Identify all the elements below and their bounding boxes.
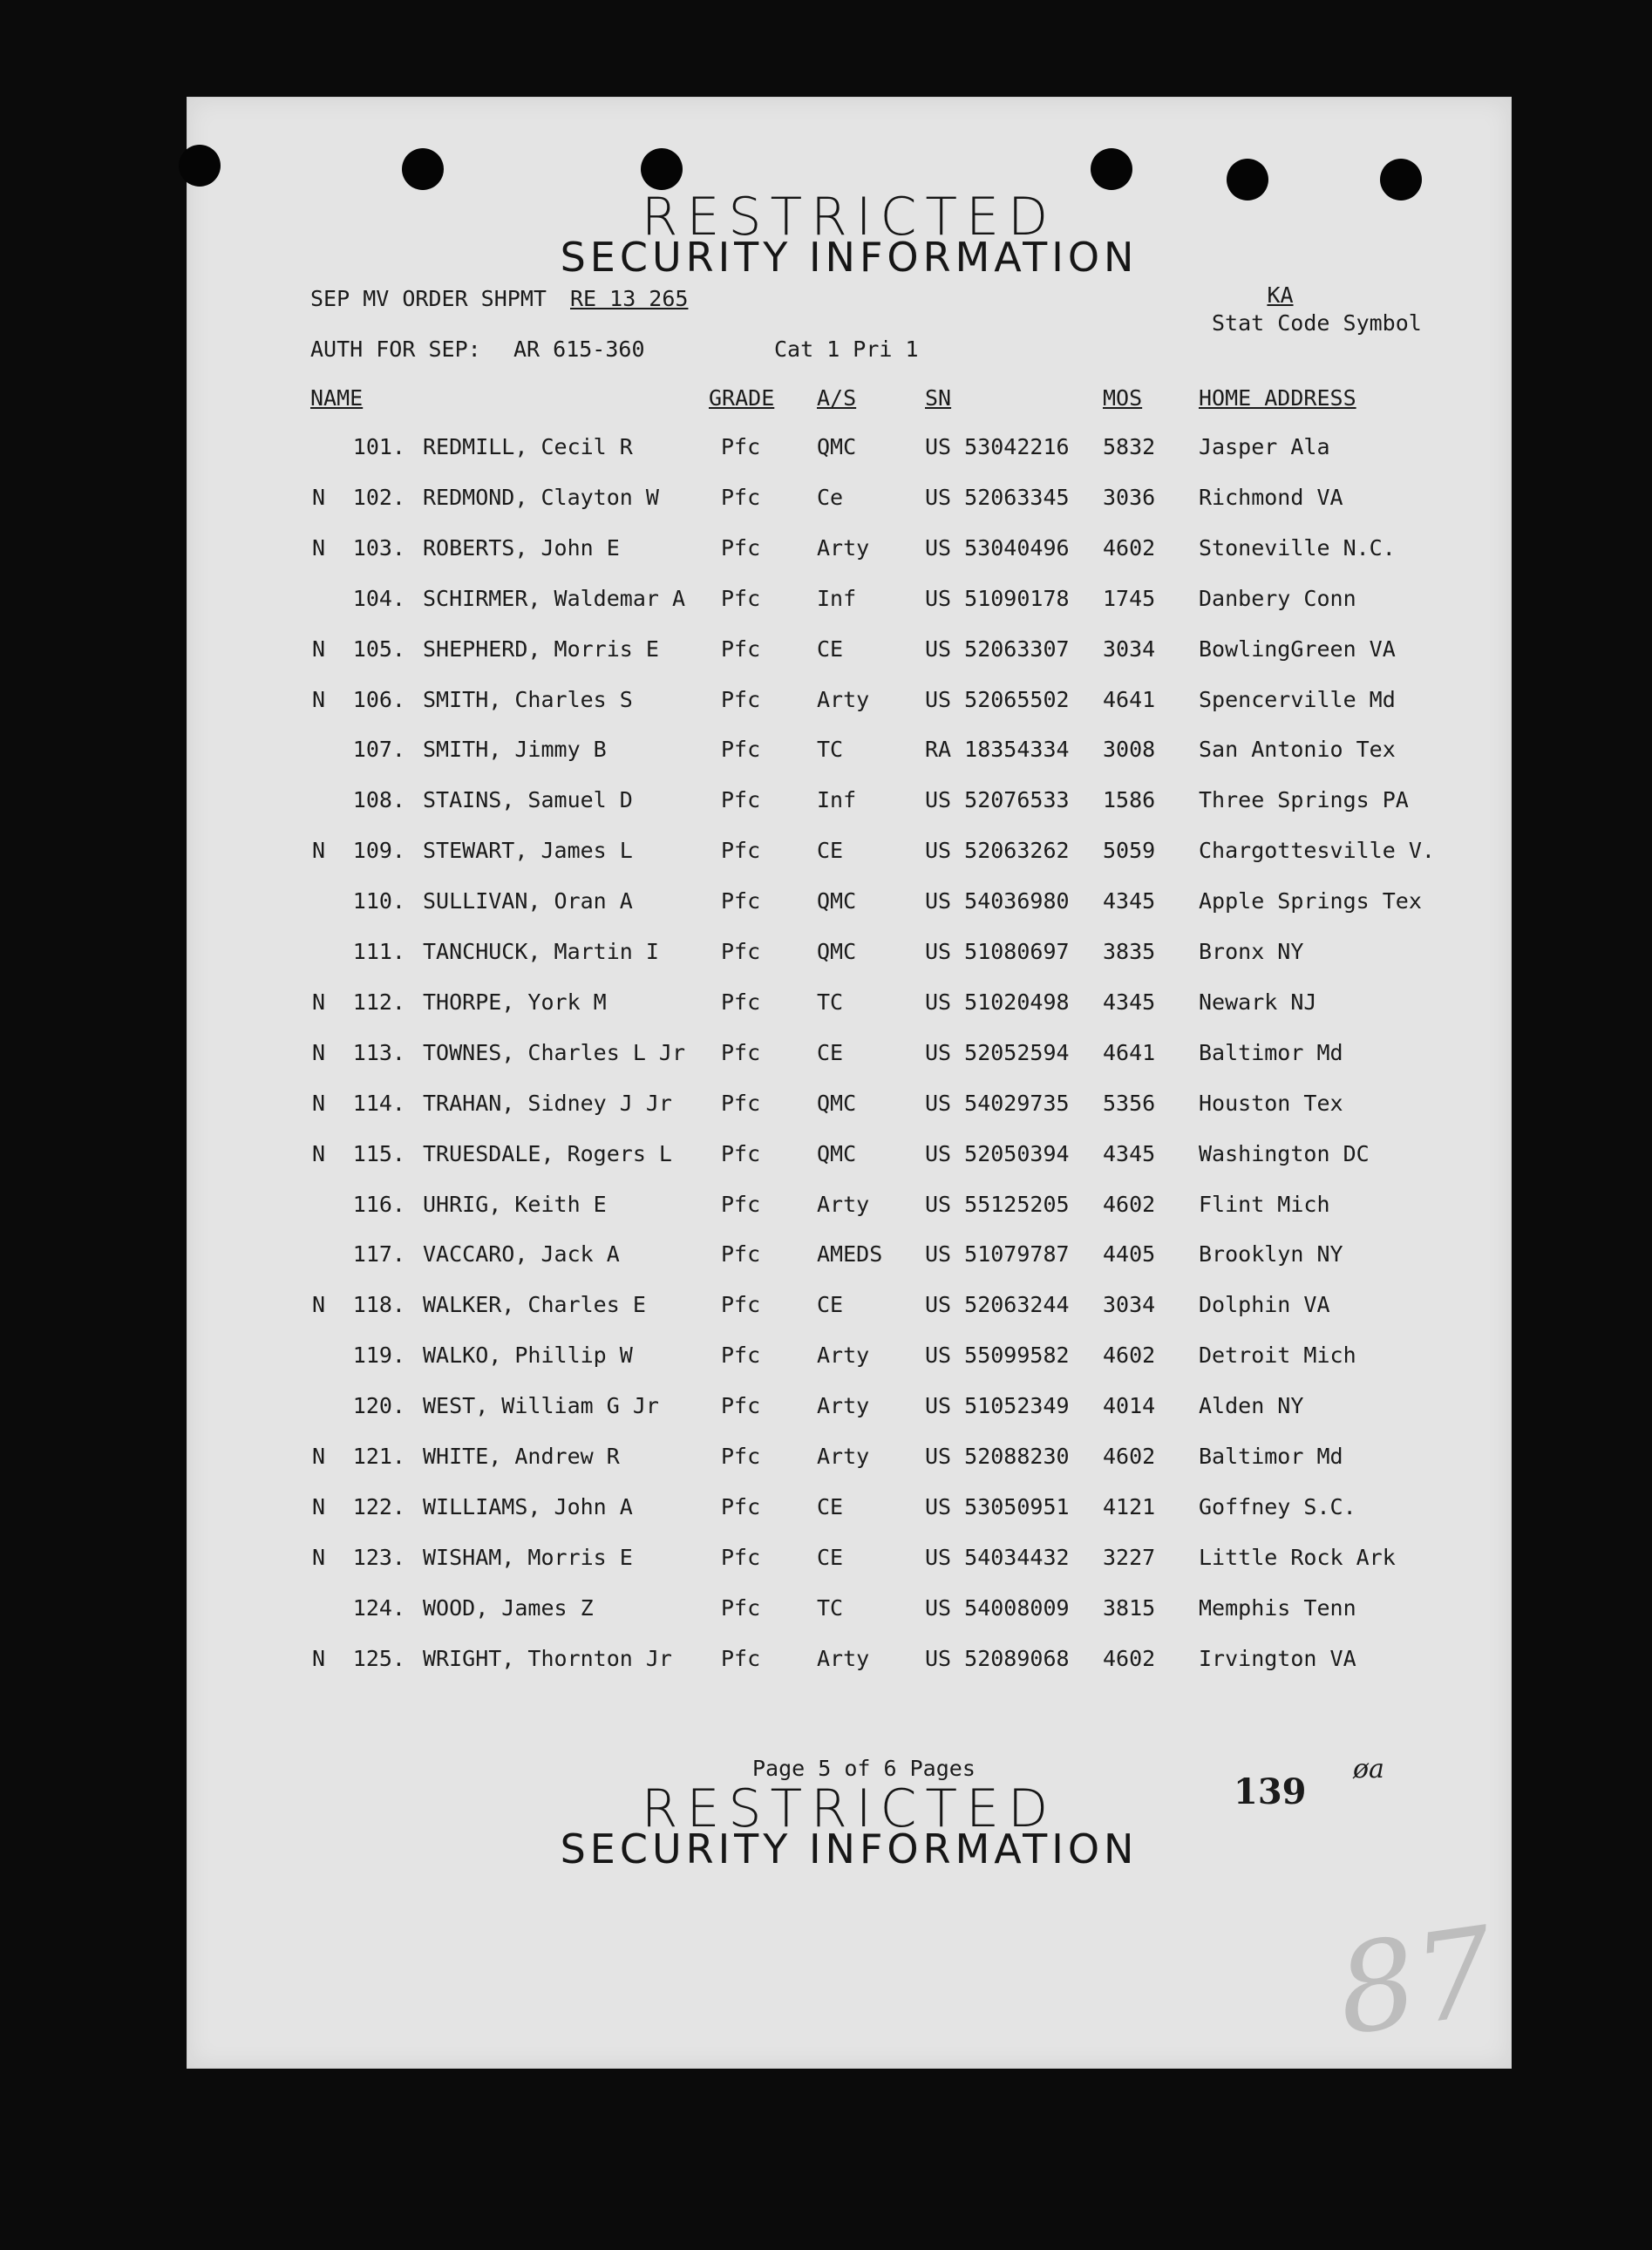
row-serial-number: US 52050394 [925, 1140, 1070, 1166]
row-serial-number: US 52052594 [925, 1039, 1070, 1065]
table-row [187, 1444, 1511, 1478]
row-number: 124. [352, 1594, 405, 1621]
row-mos: 3227 [1103, 1544, 1156, 1570]
row-name: VACCARO, Jack A [423, 1241, 620, 1268]
column-header-name: NAME [310, 385, 364, 411]
row-grade: Pfc [721, 939, 761, 964]
row-name: WEST, William G Jr [423, 1393, 659, 1419]
row-grade: Pfc [721, 585, 761, 611]
table-row [187, 1292, 1511, 1327]
row-mos: 3835 [1103, 939, 1156, 964]
row-name: WALKER, Charles E [423, 1292, 646, 1318]
row-home-address: BowlingGreen VA [1199, 636, 1396, 662]
row-arm-service: Ce [817, 484, 844, 510]
row-grade: Pfc [721, 1039, 761, 1065]
row-serial-number: US 52076533 [925, 787, 1070, 813]
row-arm-service: CE [817, 1039, 844, 1065]
page-label: Page 5 of 6 Pages [752, 1756, 976, 1781]
security-information-stamp-top: SECURITY INFORMATION [560, 234, 1139, 281]
row-mos: 5059 [1103, 838, 1156, 864]
row-grade: Pfc [721, 838, 761, 864]
row-name: SULLIVAN, Oran A [423, 888, 633, 914]
table-row [187, 1393, 1511, 1428]
row-mos: 4345 [1103, 888, 1156, 914]
row-grade: Pfc [721, 787, 761, 813]
restricted-stamp-bottom: RESTRICTED [641, 1778, 1057, 1839]
row-serial-number: US 54029735 [925, 1090, 1070, 1116]
row-home-address: Stoneville N.C. [1199, 534, 1396, 561]
row-mos: 4345 [1103, 1140, 1156, 1166]
row-serial-number: US 51090178 [925, 585, 1070, 611]
row-grade: Pfc [721, 1544, 761, 1570]
auth-value: AR 615-360 [513, 336, 645, 362]
stat-code: KA [1267, 282, 1294, 308]
row-name: TANCHUCK, Martin I [423, 939, 659, 964]
table-row [187, 888, 1511, 923]
row-serial-number: US 54036980 [925, 888, 1070, 914]
row-serial-number: US 52063244 [925, 1292, 1070, 1318]
row-home-address: San Antonio Tex [1199, 737, 1396, 763]
row-number: 106. [352, 686, 405, 712]
row-name: SMITH, Charles S [423, 686, 633, 712]
row-number: 107. [352, 737, 405, 763]
row-grade: Pfc [721, 1191, 761, 1217]
row-grade: Pfc [721, 636, 761, 662]
row-name: WALKO, Phillip W [423, 1343, 633, 1369]
row-serial-number: US 53042216 [925, 434, 1070, 459]
row-number: 105. [352, 636, 405, 662]
row-arm-service: TC [817, 989, 844, 1015]
row-arm-service: Arty [817, 534, 870, 561]
row-number: 109. [352, 838, 405, 864]
row-name: TOWNES, Charles L Jr [423, 1039, 686, 1065]
row-arm-service: CE [817, 636, 844, 662]
column-header-as: A/S [817, 385, 857, 411]
row-arm-service: QMC [817, 888, 857, 914]
row-serial-number: US 53050951 [925, 1493, 1070, 1519]
row-name: WHITE, Andrew R [423, 1444, 620, 1469]
initials: øa [1353, 1754, 1384, 1784]
row-number: 122. [352, 1493, 405, 1519]
table-row [187, 1494, 1511, 1529]
column-header-grade: GRADE [709, 385, 775, 411]
row-mos: 3815 [1103, 1594, 1156, 1621]
row-home-address: Memphis Tenn [1199, 1594, 1356, 1621]
row-flag: N [312, 1544, 326, 1570]
row-home-address: Little Rock Ark [1199, 1544, 1396, 1570]
row-flag: N [312, 686, 326, 712]
column-header-mos: MOS [1103, 385, 1143, 411]
row-name: REDMOND, Clayton W [423, 484, 659, 510]
row-serial-number: US 55099582 [925, 1343, 1070, 1369]
table-row [187, 687, 1511, 722]
row-serial-number: US 52088230 [925, 1444, 1070, 1469]
row-serial-number: US 51079787 [925, 1241, 1070, 1268]
category: Cat 1 Pri 1 [774, 336, 919, 362]
row-arm-service: QMC [817, 939, 857, 964]
row-flag: N [312, 1645, 326, 1671]
row-name: WILLIAMS, John A [423, 1493, 633, 1519]
row-mos: 3036 [1103, 484, 1156, 510]
row-flag: N [312, 989, 326, 1015]
row-number: 101. [352, 434, 405, 459]
row-flag: N [312, 1444, 326, 1469]
row-arm-service: Arty [817, 1444, 870, 1469]
row-mos: 3034 [1103, 1292, 1156, 1318]
row-mos: 5832 [1103, 434, 1156, 459]
row-mos: 4602 [1103, 534, 1156, 561]
row-arm-service: Inf [817, 787, 857, 813]
row-name: STEWART, James L [423, 838, 633, 864]
table-row [187, 1192, 1511, 1227]
row-mos: 4602 [1103, 1444, 1156, 1469]
page-number: 139 [1234, 1771, 1307, 1812]
table-row [187, 434, 1511, 469]
row-grade: Pfc [721, 989, 761, 1015]
table-row [187, 1545, 1511, 1580]
row-grade: Pfc [721, 888, 761, 914]
row-home-address: Three Springs PA [1199, 787, 1409, 813]
row-home-address: Newark NJ [1199, 989, 1317, 1015]
row-flag: N [312, 1292, 326, 1318]
punch-hole [402, 148, 444, 190]
row-arm-service: CE [817, 1544, 844, 1570]
row-serial-number: US 51020498 [925, 989, 1070, 1015]
table-row [187, 939, 1511, 974]
row-name: THORPE, York M [423, 989, 607, 1015]
row-mos: 4641 [1103, 1039, 1156, 1065]
row-name: ROBERTS, John E [423, 534, 620, 561]
row-arm-service: CE [817, 1292, 844, 1318]
row-grade: Pfc [721, 1292, 761, 1318]
row-mos: 3034 [1103, 636, 1156, 662]
row-name: UHRIG, Keith E [423, 1191, 607, 1217]
restricted-stamp-top: RESTRICTED [641, 187, 1057, 248]
row-name: TRUESDALE, Rogers L [423, 1140, 672, 1166]
row-grade: Pfc [721, 1241, 761, 1268]
row-number: 104. [352, 585, 405, 611]
row-grade: Pfc [721, 1493, 761, 1519]
row-arm-service: AMEDS [817, 1241, 883, 1268]
row-serial-number: US 51052349 [925, 1393, 1070, 1419]
row-mos: 1745 [1103, 585, 1156, 611]
row-arm-service: Arty [817, 686, 870, 712]
row-grade: Pfc [721, 1343, 761, 1369]
row-serial-number: US 52063307 [925, 636, 1070, 662]
row-serial-number: US 51080697 [925, 939, 1070, 964]
row-serial-number: US 53040496 [925, 534, 1070, 561]
row-number: 121. [352, 1444, 405, 1469]
row-mos: 4405 [1103, 1241, 1156, 1268]
row-serial-number: RA 18354334 [925, 737, 1070, 763]
row-number: 112. [352, 989, 405, 1015]
row-home-address: Jasper Ala [1199, 434, 1330, 459]
row-number: 103. [352, 534, 405, 561]
row-home-address: Danbery Conn [1199, 585, 1356, 611]
row-arm-service: Arty [817, 1343, 870, 1369]
table-row [187, 1091, 1511, 1125]
row-arm-service: CE [817, 838, 844, 864]
handwritten-number: 87 [1329, 1900, 1503, 2063]
table-row [187, 1241, 1511, 1276]
row-name: WISHAM, Morris E [423, 1544, 633, 1570]
row-mos: 4121 [1103, 1493, 1156, 1519]
row-flag: N [312, 1493, 326, 1519]
row-number: 113. [352, 1039, 405, 1065]
table-row [187, 1595, 1511, 1630]
row-number: 111. [352, 939, 405, 964]
row-home-address: Spencerville Md [1199, 686, 1396, 712]
row-arm-service: QMC [817, 434, 857, 459]
row-number: 125. [352, 1645, 405, 1671]
document-page [187, 97, 1512, 2069]
row-home-address: Alden NY [1199, 1393, 1304, 1419]
row-grade: Pfc [721, 534, 761, 561]
table-row [187, 737, 1511, 772]
table-row [187, 636, 1511, 671]
column-header-address: HOME ADDRESS [1199, 385, 1356, 411]
row-grade: Pfc [721, 1090, 761, 1116]
row-home-address: Goffney S.C. [1199, 1493, 1356, 1519]
row-name: WRIGHT, Thornton Jr [423, 1645, 672, 1671]
row-number: 108. [352, 787, 405, 813]
row-arm-service: Arty [817, 1393, 870, 1419]
row-flag: N [312, 534, 326, 561]
row-mos: 4602 [1103, 1343, 1156, 1369]
row-home-address: Flint Mich [1199, 1191, 1330, 1217]
order-number: RE 13 265 [570, 286, 689, 311]
row-arm-service: Arty [817, 1645, 870, 1671]
row-name: TRAHAN, Sidney J Jr [423, 1090, 672, 1116]
row-grade: Pfc [721, 1594, 761, 1621]
row-arm-service: TC [817, 737, 844, 763]
row-number: 119. [352, 1343, 405, 1369]
row-arm-service: CE [817, 1493, 844, 1519]
row-name: STAINS, Samuel D [423, 787, 633, 813]
table-row [187, 485, 1511, 520]
row-serial-number: US 52089068 [925, 1645, 1070, 1671]
row-number: 117. [352, 1241, 405, 1268]
row-mos: 3008 [1103, 737, 1156, 763]
row-home-address: Baltimor Md [1199, 1039, 1343, 1065]
row-flag: N [312, 636, 326, 662]
row-home-address: Houston Tex [1199, 1090, 1343, 1116]
row-serial-number: US 54008009 [925, 1594, 1070, 1621]
table-row [187, 586, 1511, 621]
row-home-address: Apple Springs Tex [1199, 888, 1422, 914]
row-grade: Pfc [721, 1444, 761, 1469]
punch-hole [641, 148, 683, 190]
row-number: 102. [352, 484, 405, 510]
row-number: 115. [352, 1140, 405, 1166]
stat-code-label: Stat Code Symbol [1212, 310, 1422, 336]
table-row [187, 838, 1511, 873]
row-home-address: Brooklyn NY [1199, 1241, 1343, 1268]
row-mos: 4641 [1103, 686, 1156, 712]
row-number: 116. [352, 1191, 405, 1217]
column-header-sn: SN [925, 385, 952, 411]
row-home-address: Detroit Mich [1199, 1343, 1356, 1369]
row-home-address: Richmond VA [1199, 484, 1343, 510]
row-grade: Pfc [721, 1140, 761, 1166]
row-serial-number: US 54034432 [925, 1544, 1070, 1570]
row-home-address: Irvington VA [1199, 1645, 1356, 1671]
table-row [187, 989, 1511, 1024]
table-row [187, 1040, 1511, 1075]
row-flag: N [312, 1140, 326, 1166]
row-serial-number: US 52063262 [925, 838, 1070, 864]
table-row [187, 1343, 1511, 1377]
row-flag: N [312, 838, 326, 864]
row-number: 118. [352, 1292, 405, 1318]
row-serial-number: US 52063345 [925, 484, 1070, 510]
row-mos: 4602 [1103, 1645, 1156, 1671]
punch-hole [179, 145, 221, 187]
row-grade: Pfc [721, 686, 761, 712]
row-arm-service: Arty [817, 1191, 870, 1217]
row-mos: 1586 [1103, 787, 1156, 813]
row-grade: Pfc [721, 737, 761, 763]
row-mos: 4345 [1103, 989, 1156, 1015]
row-flag: N [312, 1039, 326, 1065]
row-mos: 4602 [1103, 1191, 1156, 1217]
table-row [187, 535, 1511, 570]
punch-hole [1091, 148, 1132, 190]
row-number: 114. [352, 1090, 405, 1116]
row-grade: Pfc [721, 1645, 761, 1671]
row-name: REDMILL, Cecil R [423, 434, 633, 459]
row-name: SMITH, Jimmy B [423, 737, 607, 763]
row-number: 110. [352, 888, 405, 914]
security-information-stamp-bottom: SECURITY INFORMATION [560, 1825, 1139, 1873]
auth-label: AUTH FOR SEP: [310, 336, 481, 362]
row-mos: 5356 [1103, 1090, 1156, 1116]
row-name: SHEPHERD, Morris E [423, 636, 659, 662]
row-arm-service: QMC [817, 1140, 857, 1166]
row-home-address: Dolphin VA [1199, 1292, 1330, 1318]
table-row [187, 1141, 1511, 1176]
row-home-address: Washington DC [1199, 1140, 1370, 1166]
table-row [187, 787, 1511, 822]
row-home-address: Chargottesville V. [1199, 838, 1435, 864]
row-flag: N [312, 1090, 326, 1116]
row-mos: 4014 [1103, 1393, 1156, 1419]
row-name: WOOD, James Z [423, 1594, 594, 1621]
row-number: 120. [352, 1393, 405, 1419]
row-flag: N [312, 484, 326, 510]
row-number: 123. [352, 1544, 405, 1570]
table-row [187, 1646, 1511, 1681]
row-grade: Pfc [721, 484, 761, 510]
row-serial-number: US 52065502 [925, 686, 1070, 712]
row-arm-service: QMC [817, 1090, 857, 1116]
order-label: SEP MV ORDER SHPMT [310, 286, 547, 311]
row-grade: Pfc [721, 434, 761, 459]
row-name: SCHIRMER, Waldemar A [423, 585, 686, 611]
row-serial-number: US 55125205 [925, 1191, 1070, 1217]
row-grade: Pfc [721, 1393, 761, 1419]
row-arm-service: TC [817, 1594, 844, 1621]
row-home-address: Bronx NY [1199, 939, 1304, 964]
row-home-address: Baltimor Md [1199, 1444, 1343, 1469]
row-arm-service: Inf [817, 585, 857, 611]
